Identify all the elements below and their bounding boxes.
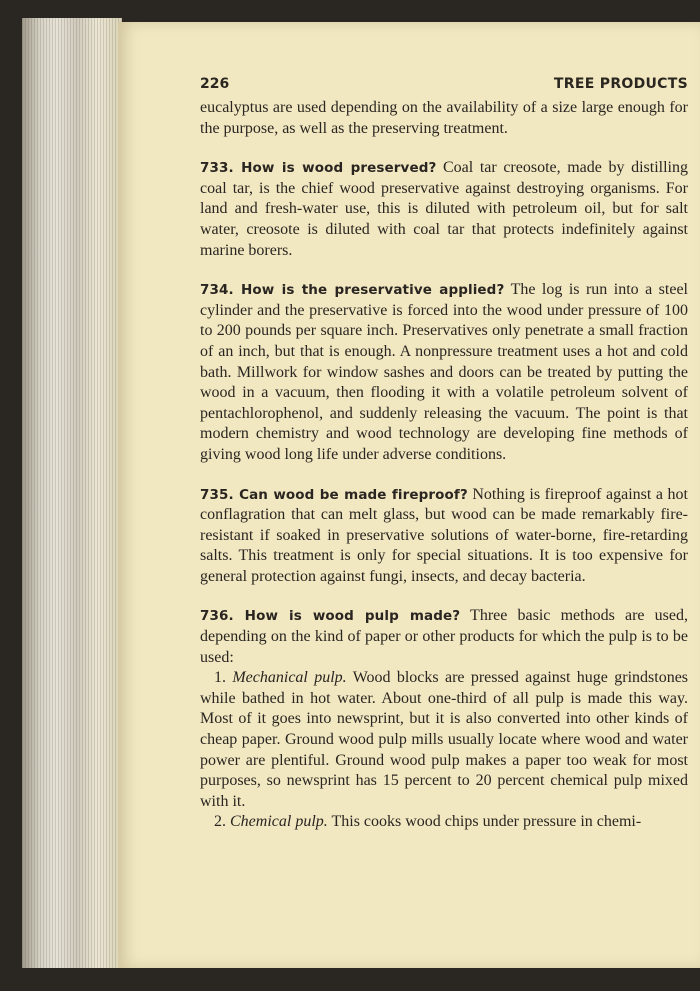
question-734 [200, 280, 688, 465]
list-item-text: This cooks wood chips under pressure in chemi- [327, 813, 642, 831]
question-answer: Three basic methods are used, depending on the kind of paper or other products for which the pulp is to be used: [200, 607, 689, 666]
list-item-term: Mechanical pulp. [232, 669, 347, 687]
intro-paragraph: eucalyptus are used depending on the availability of a size large enough for the purpose, as well as the preserving treatment. [200, 99, 688, 137]
question-736 [200, 606, 688, 668]
question-735 [200, 485, 688, 588]
question-answer: The log is run into a steel cylinder and the preservative is forced into the wood under pressure of 100 to 200 pounds per square inch. Preservatives only penetrate a small fraction of an inch, but that is enough. A nonpressure treatment uses a hot and cold bath. Millwork for window sashes and doors can be treated by putting the wood in a vacuum, then flooding it with a volatile petroleum solvent of pentachlorophenol, and suddenly releasing the vacuum. The point is that modern chemistry and wood technology are developing fine methods of giving wood long life under adverse conditions. [200, 281, 688, 463]
list-item [200, 812, 688, 833]
list-item-term: Chemical pulp. [230, 813, 328, 831]
question-heading: 736. How is wood pulp made? [200, 608, 461, 625]
question-answer: Coal tar creosote, made by distilling coal tar, is the chief wood preservative against destroying organisms. For land and fresh-water use, this is diluted with petroleum oil, but for salt water, creosote is diluted with coal tar that protects indefinitely against marine borers. [200, 159, 688, 259]
question-733 [200, 158, 688, 261]
list-item [200, 668, 688, 812]
running-header [200, 76, 688, 96]
page-body [200, 98, 688, 833]
list-item-text: Wood blocks are pressed against huge grindstones while bathed in hot water. About one-third of all pulp is made this way. Most of it goes into newsprint, but it is also converted into other kinds of cheap paper. Ground wood pulp mills usually locate where wood and water power are plentiful. Ground wood pulp makes a paper too weak for most purposes, so newsprint has 15 percent to 20 percent chemical pulp mixed with it. [200, 669, 689, 810]
question-heading: 734. How is the preservative applied? [200, 282, 505, 299]
running-title: TREE PRODUCTS [553, 76, 688, 92]
question-answer: Nothing is fireproof against a hot conflagration that can melt glass, but wood can be made remarkably fire-resistant if soaked in preservative solutions of water-borne, fire-retarding salts. This treatment is only for special situations. It is too expensive for general protection against fungi, insects, and decay bacteria. [200, 485, 688, 585]
page-number: 226 [200, 76, 230, 92]
book-page-edges [22, 18, 122, 968]
question-heading: 735. Can wood be made fireproof? [200, 486, 468, 503]
question-heading: 733. How is wood preserved? [200, 160, 437, 177]
list-item-number: 2. [214, 813, 230, 831]
list-item-number: 1. [214, 669, 233, 687]
